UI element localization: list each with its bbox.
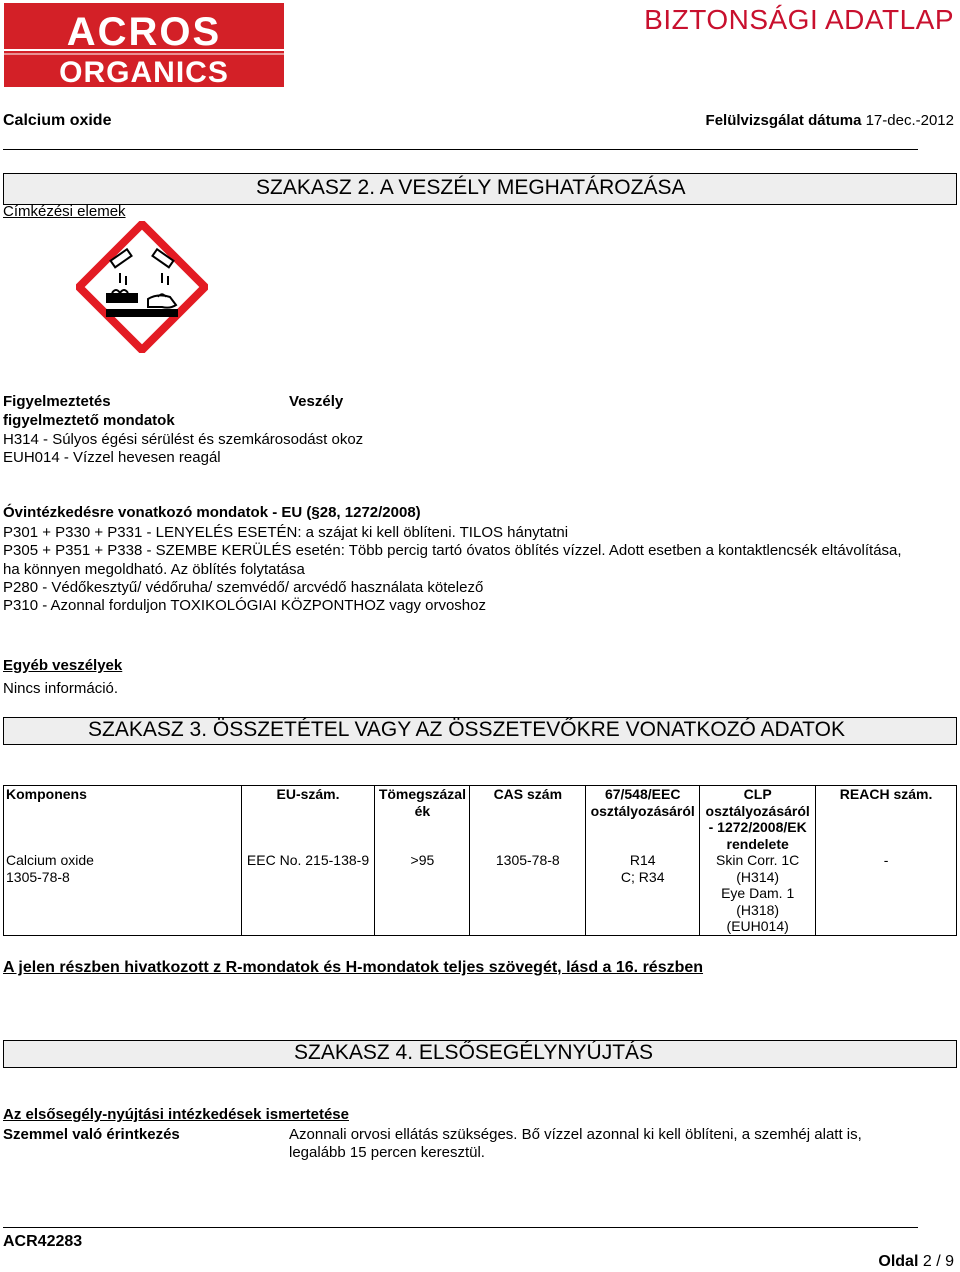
page-indicator [878, 1253, 954, 1271]
column-header: REACH szám. [816, 786, 957, 853]
column-header: Komponens [4, 786, 242, 853]
signal-word-value: Veszély [289, 393, 344, 410]
composition-table [3, 785, 957, 936]
precautionary-heading: Óvintézkedésre vonatkozó mondatok - EU (§28, 1272/2008) [3, 504, 421, 521]
document-code: ACR42283 [3, 1233, 83, 1250]
precautionary-statement: P305 + P351 + P338 - SZEMBE KERÜLÉS esetén: Több percig tartó óvatos öblítés vízzel. Adott esetben a kontaktlencsék eltávolítása, [3, 542, 902, 559]
first-aid-subheading: Az elsősegély-nyújtási intézkedések ismertetése [3, 1106, 349, 1123]
eye-contact-label: Szemmel való érintkezés [3, 1126, 180, 1143]
section2-title: SZAKASZ 2. A VESZÉLY MEGHATÁROZÁSA [256, 176, 686, 199]
component-name: Calcium oxide [6, 852, 94, 868]
column-header: Tömegszázal ék [375, 786, 470, 853]
page-label: Oldal [878, 1253, 919, 1270]
column-header: CLP osztályozásáról - 1272/2008/EK rendelete [700, 786, 816, 853]
document-title: BIZTONSÁGI ADATLAP [644, 4, 954, 35]
table-header-row [4, 786, 957, 853]
revision-date-line [706, 112, 954, 129]
section4-title: SZAKASZ 4. ELSŐSEGÉLYNYÚJTÁS [294, 1041, 654, 1064]
other-hazards-text: Nincs információ. [3, 680, 119, 697]
mass-percent-cell: >95 [375, 852, 470, 935]
precautionary-statement: P310 - Azonnal forduljon TOXIKOLÓGIAI KÖZPONTHOZ vagy orvoshoz [3, 597, 486, 614]
section3-title: SZAKASZ 3. ÖSSZETÉTEL VAGY AZ ÖSSZETEVŐKRE VONATKOZÓ ADATOK [88, 718, 845, 741]
revision-label: Felülvizsgálat dátuma [705, 112, 862, 129]
label-elements-label: Címkézési elemek [3, 203, 126, 220]
clp-line: Skin Corr. 1C [716, 852, 800, 868]
logo-line2: ORGANICS [59, 56, 229, 87]
revision-date: 17-dec.-2012 [865, 112, 954, 129]
table-row [4, 852, 957, 935]
precautionary-statement: P280 - Védőkesztyű/ védőruha/ szemvédő/ arcvédő használata kötelező [3, 579, 484, 596]
eec-classification-cell [586, 852, 700, 935]
page-number: 2 / 9 [922, 1253, 954, 1270]
eye-contact-text: legalább 15 percen keresztül. [289, 1144, 485, 1161]
eec-line: R14 [629, 852, 656, 868]
clp-line: Eye Dam. 1 [721, 885, 795, 901]
reach-cell: - [816, 852, 957, 935]
header-divider [3, 149, 918, 150]
eye-contact-text: Azonnali orvosi ellátás szükséges. Bő vízzel azonnal ki kell öblíteni, a szemhéj alatt is, [289, 1126, 862, 1143]
footer-divider [3, 1227, 918, 1228]
precautionary-statement: P301 + P330 + P331 - LENYELÉS ESETÉN: a szájat ki kell öblíteni. TILOS hánytatni [3, 524, 569, 541]
ghs05-corrosion-icon [76, 221, 208, 353]
other-hazards-heading: Egyéb veszélyek [3, 657, 123, 674]
component-cas: 1305-78-8 [6, 868, 70, 885]
logo-line1: ACROS [66, 10, 222, 54]
eu-number-cell: EEC No. 215-138-9 [241, 852, 375, 935]
hazard-statement: EUH014 - Vízzel hevesen reagál [3, 449, 221, 466]
signal-word-label: Figyelmeztetés [3, 393, 111, 410]
component-cell [4, 852, 242, 935]
product-name: Calcium oxide [3, 112, 112, 129]
hazard-statements-label: figyelmeztető mondatok [3, 412, 175, 429]
column-header: EU-szám. [241, 786, 375, 853]
section3-footnote: A jelen részben hivatkozott z R-mondatok és H-mondatok teljes szövegét, lásd a 16. részben [3, 959, 704, 976]
clp-line: (EUH014) [726, 918, 789, 934]
precautionary-statement: ha könnyen megoldható. Az öblítés folytatása [3, 561, 305, 578]
clp-line: (H318) [736, 901, 780, 918]
acros-organics-logo [4, 3, 284, 87]
clp-line: (H314) [736, 868, 780, 885]
column-header: 67/548/EEC osztályozásáról [586, 786, 700, 853]
column-header: CAS szám [470, 786, 586, 853]
hazard-statement: H314 - Súlyos égési sérülést és szemkárosodást okoz [3, 431, 364, 448]
cas-cell: 1305-78-8 [470, 852, 586, 935]
clp-classification-cell [700, 852, 816, 935]
eec-line: C; R34 [620, 868, 665, 885]
